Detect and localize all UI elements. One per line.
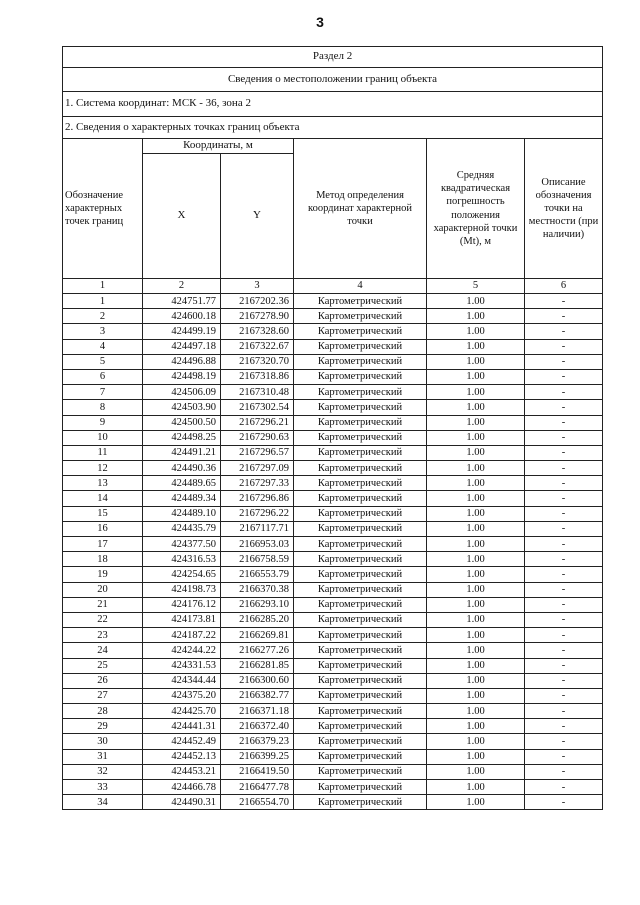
- table-row: [63, 734, 603, 749]
- table-row: [63, 491, 603, 506]
- x-coordinate: 424506.09: [143, 385, 221, 400]
- point-number: 3: [63, 324, 143, 339]
- table-row: [63, 521, 603, 536]
- method: Картометрический: [294, 476, 427, 491]
- section-title-row: [63, 68, 603, 92]
- x-coordinate: 424198.73: [143, 582, 221, 597]
- method: Картометрический: [294, 704, 427, 719]
- x-coordinate: 424489.10: [143, 506, 221, 521]
- x-coordinate: 424496.88: [143, 354, 221, 369]
- method: Картометрический: [294, 643, 427, 658]
- y-coordinate: 2166269.81: [221, 628, 294, 643]
- table-row: [63, 764, 603, 779]
- table-row: [63, 537, 603, 552]
- method: Картометрический: [294, 324, 427, 339]
- y-coordinate: 2167302.54: [221, 400, 294, 415]
- header-description: Описание обозначения точки на местности (при наличии): [525, 139, 603, 279]
- y-coordinate: 2166379.23: [221, 734, 294, 749]
- description: -: [525, 415, 603, 430]
- table-row: [63, 704, 603, 719]
- mean-error: 1.00: [427, 430, 525, 445]
- description: -: [525, 476, 603, 491]
- method: Картометрический: [294, 385, 427, 400]
- description: -: [525, 324, 603, 339]
- y-coordinate: 2167290.63: [221, 430, 294, 445]
- mean-error: 1.00: [427, 795, 525, 810]
- table-body: [63, 47, 603, 810]
- mean-error: 1.00: [427, 521, 525, 536]
- description: -: [525, 430, 603, 445]
- header-error: Средняя квадратическая погрешность положения характерной точки (Mt), м: [427, 139, 525, 279]
- y-coordinate: 2166382.77: [221, 688, 294, 703]
- x-coordinate: 424453.21: [143, 764, 221, 779]
- section-label: Раздел 2: [63, 47, 603, 68]
- method: Картометрический: [294, 597, 427, 612]
- point-number: 14: [63, 491, 143, 506]
- header-coordinates: Координаты, м: [143, 139, 294, 154]
- description: -: [525, 552, 603, 567]
- y-coordinate: 2167278.90: [221, 309, 294, 324]
- table-row: [63, 780, 603, 795]
- table-row: [63, 385, 603, 400]
- method: Картометрический: [294, 688, 427, 703]
- y-coordinate: 2167318.86: [221, 369, 294, 384]
- point-number: 18: [63, 552, 143, 567]
- header-row-top: [63, 139, 603, 154]
- y-coordinate: 2166554.70: [221, 795, 294, 810]
- x-coordinate: 424503.90: [143, 400, 221, 415]
- method: Картометрический: [294, 294, 427, 309]
- table-row: [63, 506, 603, 521]
- table-row: [63, 749, 603, 764]
- mean-error: 1.00: [427, 385, 525, 400]
- column-number: 4: [294, 279, 427, 294]
- x-coordinate: 424489.34: [143, 491, 221, 506]
- mean-error: 1.00: [427, 612, 525, 627]
- method: Картометрический: [294, 734, 427, 749]
- point-number: 20: [63, 582, 143, 597]
- method: Картометрический: [294, 628, 427, 643]
- mean-error: 1.00: [427, 324, 525, 339]
- y-coordinate: 2167202.36: [221, 294, 294, 309]
- description: -: [525, 719, 603, 734]
- mean-error: 1.00: [427, 369, 525, 384]
- y-coordinate: 2166477.78: [221, 780, 294, 795]
- table-row: [63, 612, 603, 627]
- y-coordinate: 2167310.48: [221, 385, 294, 400]
- mean-error: 1.00: [427, 780, 525, 795]
- mean-error: 1.00: [427, 567, 525, 582]
- point-number: 10: [63, 430, 143, 445]
- description: -: [525, 491, 603, 506]
- table-row: [63, 369, 603, 384]
- table-row: [63, 719, 603, 734]
- description: -: [525, 795, 603, 810]
- y-coordinate: 2167296.22: [221, 506, 294, 521]
- x-coordinate: 424375.20: [143, 688, 221, 703]
- point-number: 24: [63, 643, 143, 658]
- x-coordinate: 424425.70: [143, 704, 221, 719]
- point-number: 6: [63, 369, 143, 384]
- x-coordinate: 424244.22: [143, 643, 221, 658]
- x-coordinate: 424435.79: [143, 521, 221, 536]
- y-coordinate: 2167296.86: [221, 491, 294, 506]
- column-number: 2: [143, 279, 221, 294]
- y-coordinate: 2166553.79: [221, 567, 294, 582]
- description: -: [525, 339, 603, 354]
- method: Картометрический: [294, 780, 427, 795]
- table-row: [63, 354, 603, 369]
- point-number: 31: [63, 749, 143, 764]
- method: Картометрический: [294, 430, 427, 445]
- x-coordinate: 424498.25: [143, 430, 221, 445]
- description: -: [525, 294, 603, 309]
- mean-error: 1.00: [427, 552, 525, 567]
- mean-error: 1.00: [427, 445, 525, 460]
- column-number: 3: [221, 279, 294, 294]
- point-number: 4: [63, 339, 143, 354]
- x-coordinate: 424344.44: [143, 673, 221, 688]
- table-row: [63, 461, 603, 476]
- x-coordinate: 424490.31: [143, 795, 221, 810]
- column-numbers-row: [63, 279, 603, 294]
- description: -: [525, 673, 603, 688]
- coordinate-system: 1. Система координат: МСК - 36, зона 2: [63, 92, 603, 117]
- column-number: 5: [427, 279, 525, 294]
- mean-error: 1.00: [427, 415, 525, 430]
- x-coordinate: 424452.49: [143, 734, 221, 749]
- table-row: [63, 582, 603, 597]
- x-coordinate: 424316.53: [143, 552, 221, 567]
- point-number: 33: [63, 780, 143, 795]
- table-row: [63, 339, 603, 354]
- method: Картометрический: [294, 612, 427, 627]
- mean-error: 1.00: [427, 582, 525, 597]
- point-number: 21: [63, 597, 143, 612]
- table-row: [63, 415, 603, 430]
- y-coordinate: 2167322.67: [221, 339, 294, 354]
- description: -: [525, 628, 603, 643]
- method: Картометрический: [294, 491, 427, 506]
- mean-error: 1.00: [427, 643, 525, 658]
- point-number: 9: [63, 415, 143, 430]
- point-number: 26: [63, 673, 143, 688]
- table-row: [63, 400, 603, 415]
- table-row: [63, 430, 603, 445]
- table-row: [63, 476, 603, 491]
- page-number: 3: [316, 14, 324, 30]
- method: Картометрический: [294, 339, 427, 354]
- point-number: 1: [63, 294, 143, 309]
- mean-error: 1.00: [427, 688, 525, 703]
- method: Картометрический: [294, 309, 427, 324]
- point-number: 12: [63, 461, 143, 476]
- mean-error: 1.00: [427, 658, 525, 673]
- mean-error: 1.00: [427, 734, 525, 749]
- table-row: [63, 643, 603, 658]
- point-number: 8: [63, 400, 143, 415]
- description: -: [525, 780, 603, 795]
- y-coordinate: 2167320.70: [221, 354, 294, 369]
- mean-error: 1.00: [427, 400, 525, 415]
- x-coordinate: 424173.81: [143, 612, 221, 627]
- mean-error: 1.00: [427, 309, 525, 324]
- x-coordinate: 424489.65: [143, 476, 221, 491]
- y-coordinate: 2167296.57: [221, 445, 294, 460]
- column-number: 1: [63, 279, 143, 294]
- boundary-points-table: [62, 46, 603, 810]
- description: -: [525, 354, 603, 369]
- method: Картометрический: [294, 445, 427, 460]
- table-row: [63, 658, 603, 673]
- table-row: [63, 628, 603, 643]
- y-coordinate: 2167297.33: [221, 476, 294, 491]
- x-coordinate: 424254.65: [143, 567, 221, 582]
- y-coordinate: 2166953.03: [221, 537, 294, 552]
- method: Картометрический: [294, 461, 427, 476]
- y-coordinate: 2166758.59: [221, 552, 294, 567]
- y-coordinate: 2166293.10: [221, 597, 294, 612]
- x-coordinate: 424452.13: [143, 749, 221, 764]
- point-number: 15: [63, 506, 143, 521]
- method: Картометрический: [294, 658, 427, 673]
- header-y: Y: [221, 154, 294, 279]
- y-coordinate: 2166372.40: [221, 719, 294, 734]
- points-heading-row: [63, 117, 603, 139]
- point-number: 7: [63, 385, 143, 400]
- description: -: [525, 658, 603, 673]
- table-row: [63, 567, 603, 582]
- point-number: 34: [63, 795, 143, 810]
- method: Картометрический: [294, 567, 427, 582]
- method: Картометрический: [294, 719, 427, 734]
- point-number: 25: [63, 658, 143, 673]
- x-coordinate: 424491.21: [143, 445, 221, 460]
- point-number: 27: [63, 688, 143, 703]
- method: Картометрический: [294, 673, 427, 688]
- method: Картометрический: [294, 552, 427, 567]
- point-number: 16: [63, 521, 143, 536]
- mean-error: 1.00: [427, 294, 525, 309]
- x-coordinate: 424600.18: [143, 309, 221, 324]
- mean-error: 1.00: [427, 354, 525, 369]
- point-number: 30: [63, 734, 143, 749]
- mean-error: 1.00: [427, 461, 525, 476]
- method: Картометрический: [294, 354, 427, 369]
- table-row: [63, 309, 603, 324]
- y-coordinate: 2167117.71: [221, 521, 294, 536]
- mean-error: 1.00: [427, 749, 525, 764]
- y-coordinate: 2166281.85: [221, 658, 294, 673]
- description: -: [525, 461, 603, 476]
- header-method: Метод определения координат характерной точки: [294, 139, 427, 279]
- mean-error: 1.00: [427, 476, 525, 491]
- mean-error: 1.00: [427, 764, 525, 779]
- x-coordinate: 424500.50: [143, 415, 221, 430]
- table-row: [63, 688, 603, 703]
- x-coordinate: 424176.12: [143, 597, 221, 612]
- section-label-row: [63, 47, 603, 68]
- point-number: 2: [63, 309, 143, 324]
- method: Картометрический: [294, 795, 427, 810]
- mean-error: 1.00: [427, 537, 525, 552]
- point-number: 17: [63, 537, 143, 552]
- description: -: [525, 688, 603, 703]
- description: -: [525, 612, 603, 627]
- mean-error: 1.00: [427, 719, 525, 734]
- y-coordinate: 2167297.09: [221, 461, 294, 476]
- description: -: [525, 567, 603, 582]
- point-number: 19: [63, 567, 143, 582]
- description: -: [525, 506, 603, 521]
- header-point-designation: Обозначение характерных точек границ: [63, 139, 143, 279]
- y-coordinate: 2166419.50: [221, 764, 294, 779]
- method: Картометрический: [294, 537, 427, 552]
- point-number: 13: [63, 476, 143, 491]
- y-coordinate: 2166370.38: [221, 582, 294, 597]
- method: Картометрический: [294, 415, 427, 430]
- section-title: Сведения о местоположении границ объекта: [63, 68, 603, 92]
- point-number: 23: [63, 628, 143, 643]
- mean-error: 1.00: [427, 704, 525, 719]
- mean-error: 1.00: [427, 673, 525, 688]
- y-coordinate: 2166285.20: [221, 612, 294, 627]
- x-coordinate: 424377.50: [143, 537, 221, 552]
- table-row: [63, 795, 603, 810]
- method: Картометрический: [294, 521, 427, 536]
- description: -: [525, 734, 603, 749]
- x-coordinate: 424331.53: [143, 658, 221, 673]
- method: Картометрический: [294, 506, 427, 521]
- description: -: [525, 582, 603, 597]
- method: Картометрический: [294, 582, 427, 597]
- x-coordinate: 424499.19: [143, 324, 221, 339]
- point-number: 5: [63, 354, 143, 369]
- description: -: [525, 309, 603, 324]
- column-number: 6: [525, 279, 603, 294]
- mean-error: 1.00: [427, 339, 525, 354]
- x-coordinate: 424466.78: [143, 780, 221, 795]
- table-row: [63, 597, 603, 612]
- point-number: 22: [63, 612, 143, 627]
- method: Картометрический: [294, 764, 427, 779]
- table-row: [63, 552, 603, 567]
- x-coordinate: 424497.18: [143, 339, 221, 354]
- y-coordinate: 2166300.60: [221, 673, 294, 688]
- x-coordinate: 424441.31: [143, 719, 221, 734]
- y-coordinate: 2167296.21: [221, 415, 294, 430]
- mean-error: 1.00: [427, 506, 525, 521]
- description: -: [525, 521, 603, 536]
- description: -: [525, 749, 603, 764]
- description: -: [525, 597, 603, 612]
- x-coordinate: 424751.77: [143, 294, 221, 309]
- table-row: [63, 324, 603, 339]
- point-number: 32: [63, 764, 143, 779]
- x-coordinate: 424187.22: [143, 628, 221, 643]
- description: -: [525, 385, 603, 400]
- description: -: [525, 704, 603, 719]
- description: -: [525, 764, 603, 779]
- description: -: [525, 537, 603, 552]
- description: -: [525, 400, 603, 415]
- y-coordinate: 2167328.60: [221, 324, 294, 339]
- points-heading: 2. Сведения о характерных точках границ объекта: [63, 117, 603, 139]
- y-coordinate: 2166371.18: [221, 704, 294, 719]
- point-number: 28: [63, 704, 143, 719]
- table-row: [63, 445, 603, 460]
- description: -: [525, 643, 603, 658]
- mean-error: 1.00: [427, 597, 525, 612]
- y-coordinate: 2166277.26: [221, 643, 294, 658]
- method: Картометрический: [294, 369, 427, 384]
- method: Картометрический: [294, 749, 427, 764]
- x-coordinate: 424490.36: [143, 461, 221, 476]
- point-number: 29: [63, 719, 143, 734]
- header-x: X: [143, 154, 221, 279]
- point-number: 11: [63, 445, 143, 460]
- mean-error: 1.00: [427, 628, 525, 643]
- y-coordinate: 2166399.25: [221, 749, 294, 764]
- description: -: [525, 369, 603, 384]
- method: Картометрический: [294, 400, 427, 415]
- description: -: [525, 445, 603, 460]
- coordinate-system-row: [63, 92, 603, 117]
- table-row: [63, 673, 603, 688]
- x-coordinate: 424498.19: [143, 369, 221, 384]
- table-row: [63, 294, 603, 309]
- mean-error: 1.00: [427, 491, 525, 506]
